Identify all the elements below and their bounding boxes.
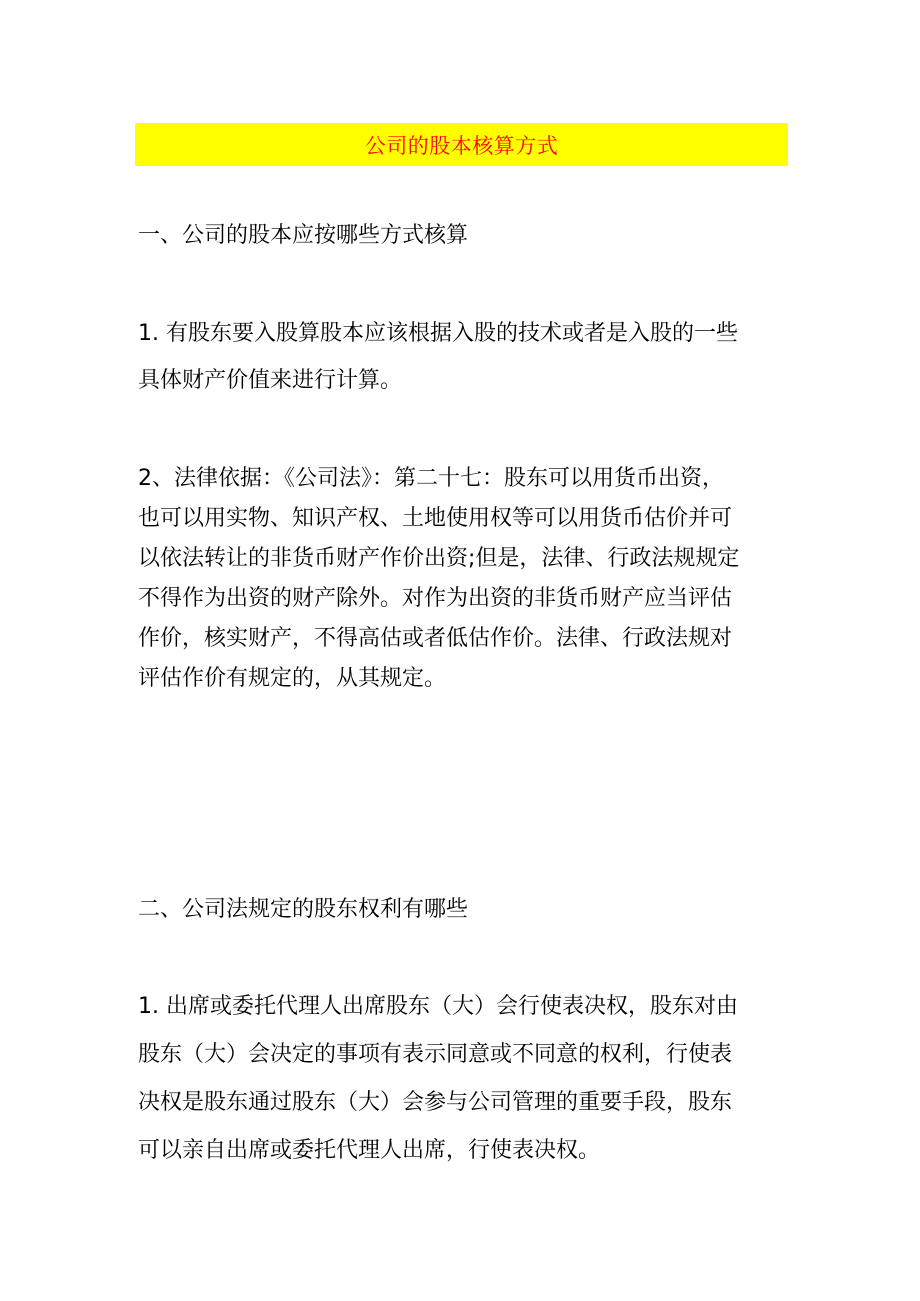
paragraph-line: 可以亲自出席或委托代理人出席，行使表决权。 [138, 1138, 601, 1163]
paragraph-line: 股东（大）会决定的事项有表示同意或不同意的权利，行使表 [138, 1042, 733, 1067]
section-2-item-1 [138, 983, 783, 1175]
title-banner [135, 123, 788, 166]
paragraph-line: 评估作价有规定的，从其规定。 [138, 666, 447, 691]
paragraph-line: 具体财产价值来进行计算。 [138, 368, 403, 393]
document-title: 公司的股本核算方式 [364, 133, 559, 158]
paragraph-line: 1. 出席或委托代理人出席股东（大）会行使表决权，股东对由 [138, 994, 738, 1019]
paragraph-line: 作价，核实财产，不得高估或者低估作价。法律、行政法规对 [138, 626, 733, 651]
paragraph-line: 以依法转让的非货币财产作价出资;但是，法律、行政法规规定 [138, 546, 740, 571]
paragraph-line: 2、法律依据：《公司法》：第二十七：股东可以用货币出资， [138, 466, 724, 491]
paragraph-line: 不得作为出资的财产除外。对作为出资的非货币财产应当评估 [138, 586, 733, 611]
section-2-heading: 二、公司法规定的股东权利有哪些 [138, 897, 469, 922]
section-1-item-2 [138, 459, 783, 699]
paragraph-line: 也可以用实物、知识产权、土地使用权等可以用货币估价并可 [138, 506, 733, 531]
section-1-item-1 [138, 310, 783, 404]
paragraph-line: 1. 有股东要入股算股本应该根据入股的技术或者是入股的一些 [138, 321, 738, 346]
section-1-heading: 一、公司的股本应按哪些方式核算 [138, 223, 469, 248]
paragraph-line: 决权是股东通过股东（大）会参与公司管理的重要手段，股东 [138, 1090, 733, 1115]
